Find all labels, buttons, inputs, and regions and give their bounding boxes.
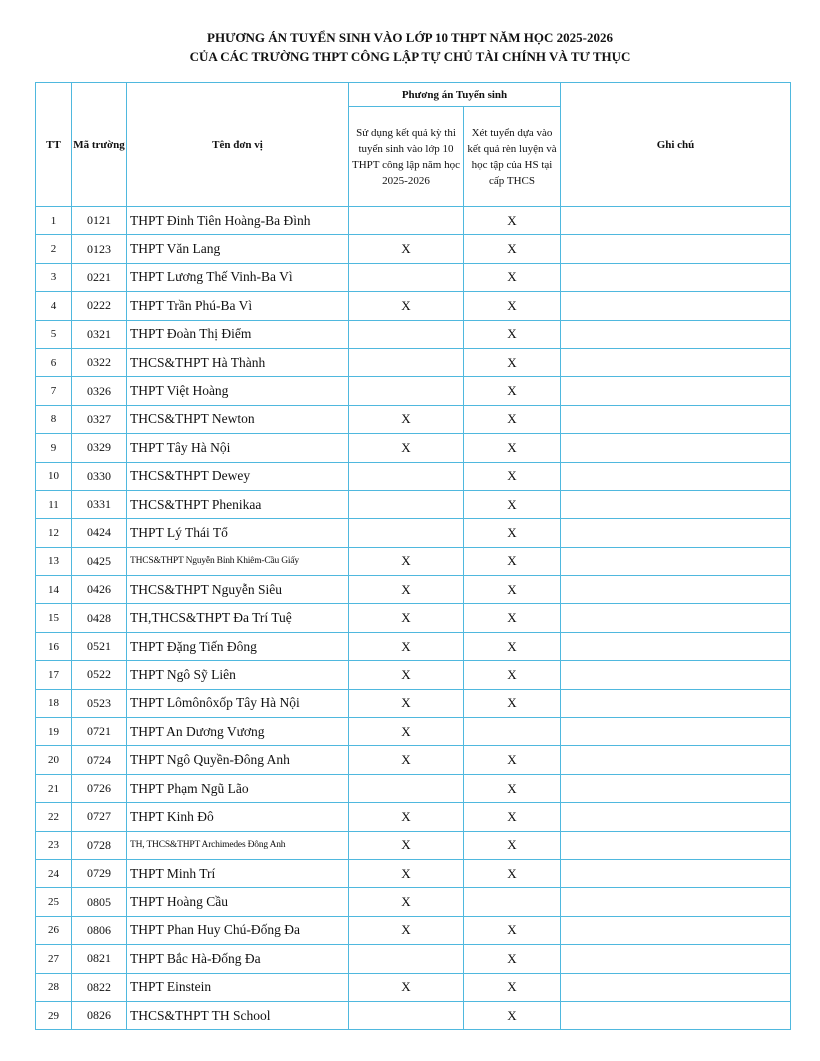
row-ma-truong: 0805 (72, 888, 127, 916)
row-ket-qua-thi (349, 462, 464, 490)
row-tt: 27 (36, 945, 72, 973)
table-row (36, 547, 791, 575)
row-ten-don-vi: THPT Bắc Hà-Đống Đa (127, 945, 349, 973)
row-ma-truong: 0729 (72, 859, 127, 887)
row-xet-tuyen: X (464, 1001, 561, 1029)
row-ma-truong: 0327 (72, 405, 127, 433)
row-ket-qua-thi: X (349, 576, 464, 604)
row-ma-truong: 0726 (72, 774, 127, 802)
row-ten-don-vi: THPT Tây Hà Nội (127, 434, 349, 462)
row-ghi-chu (561, 320, 791, 348)
admission-table (35, 82, 791, 1030)
row-tt: 25 (36, 888, 72, 916)
row-ghi-chu (561, 888, 791, 916)
row-xet-tuyen: X (464, 604, 561, 632)
table-row (36, 320, 791, 348)
row-ma-truong: 0221 (72, 263, 127, 291)
row-ma-truong: 0326 (72, 377, 127, 405)
table-row (36, 689, 791, 717)
row-ten-don-vi: THPT Hoàng Cầu (127, 888, 349, 916)
row-ma-truong: 0123 (72, 235, 127, 263)
row-ten-don-vi: TH,THCS&THPT Đa Trí Tuệ (127, 604, 349, 632)
header-phuong-an: Phương án Tuyển sinh (349, 83, 561, 107)
title-line-1: PHƯƠNG ÁN TUYỂN SINH VÀO LỚP 10 THPT NĂM HỌC 2025-2026 (207, 30, 613, 45)
row-ket-qua-thi (349, 207, 464, 235)
row-ghi-chu (561, 405, 791, 433)
row-xet-tuyen: X (464, 490, 561, 518)
row-tt: 24 (36, 859, 72, 887)
row-ten-don-vi: THCS&THPT Dewey (127, 462, 349, 490)
row-tt: 12 (36, 519, 72, 547)
row-ma-truong: 0322 (72, 348, 127, 376)
row-ghi-chu (561, 576, 791, 604)
row-ghi-chu (561, 1001, 791, 1029)
row-ket-qua-thi (349, 377, 464, 405)
row-ten-don-vi: THPT Ngô Quyền-Đông Anh (127, 746, 349, 774)
row-ten-don-vi: THPT Trần Phú-Ba Vì (127, 292, 349, 320)
row-ghi-chu (561, 746, 791, 774)
row-ket-qua-thi: X (349, 604, 464, 632)
row-ket-qua-thi (349, 1001, 464, 1029)
row-xet-tuyen: X (464, 632, 561, 660)
row-ten-don-vi: THPT Ngô Sỹ Liên (127, 661, 349, 689)
row-xet-tuyen: X (464, 348, 561, 376)
row-xet-tuyen: X (464, 774, 561, 802)
table-row (36, 831, 791, 859)
row-ghi-chu (561, 945, 791, 973)
row-ten-don-vi: TH, THCS&THPT Archimedes Đông Anh (127, 831, 349, 859)
row-ten-don-vi: THPT Phạm Ngũ Lão (127, 774, 349, 802)
row-ten-don-vi: THPT Lý Thái Tổ (127, 519, 349, 547)
row-tt: 8 (36, 405, 72, 433)
row-ket-qua-thi: X (349, 803, 464, 831)
row-ghi-chu (561, 519, 791, 547)
row-ma-truong: 0727 (72, 803, 127, 831)
row-ghi-chu (561, 718, 791, 746)
row-ket-qua-thi: X (349, 661, 464, 689)
row-ma-truong: 0822 (72, 973, 127, 1001)
row-ten-don-vi: THPT Kinh Đô (127, 803, 349, 831)
row-ghi-chu (561, 604, 791, 632)
row-xet-tuyen: X (464, 803, 561, 831)
row-tt: 18 (36, 689, 72, 717)
table-row (36, 803, 791, 831)
row-ghi-chu (561, 689, 791, 717)
row-ten-don-vi: THPT Văn Lang (127, 235, 349, 263)
header-ket-qua-thi: Sử dụng kết quả kỳ thi tuyển sinh vào lớp 10 THPT công lập năm học 2025-2026 (349, 107, 464, 207)
table-row (36, 916, 791, 944)
table-row (36, 774, 791, 802)
row-ket-qua-thi (349, 774, 464, 802)
row-xet-tuyen: X (464, 547, 561, 575)
row-ket-qua-thi: X (349, 632, 464, 660)
row-ghi-chu (561, 434, 791, 462)
row-ghi-chu (561, 859, 791, 887)
row-ma-truong: 0521 (72, 632, 127, 660)
row-tt: 28 (36, 973, 72, 1001)
row-ma-truong: 0724 (72, 746, 127, 774)
row-tt: 7 (36, 377, 72, 405)
table-row (36, 718, 791, 746)
row-tt: 13 (36, 547, 72, 575)
table-row (36, 348, 791, 376)
row-ket-qua-thi: X (349, 831, 464, 859)
row-ten-don-vi: THPT Đinh Tiên Hoàng-Ba Đình (127, 207, 349, 235)
row-xet-tuyen (464, 718, 561, 746)
table-row (36, 263, 791, 291)
row-tt: 20 (36, 746, 72, 774)
row-tt: 11 (36, 490, 72, 518)
row-ghi-chu (561, 661, 791, 689)
row-tt: 9 (36, 434, 72, 462)
row-xet-tuyen (464, 888, 561, 916)
row-ket-qua-thi (349, 945, 464, 973)
row-ket-qua-thi: X (349, 405, 464, 433)
row-ma-truong: 0424 (72, 519, 127, 547)
row-ghi-chu (561, 235, 791, 263)
row-xet-tuyen: X (464, 831, 561, 859)
row-ma-truong: 0426 (72, 576, 127, 604)
row-ket-qua-thi (349, 348, 464, 376)
row-ket-qua-thi: X (349, 292, 464, 320)
table-row (36, 576, 791, 604)
row-xet-tuyen: X (464, 916, 561, 944)
row-ma-truong: 0330 (72, 462, 127, 490)
row-xet-tuyen: X (464, 859, 561, 887)
row-ket-qua-thi: X (349, 434, 464, 462)
row-ten-don-vi: THCS&THPT Phenikaa (127, 490, 349, 518)
row-ghi-chu (561, 547, 791, 575)
row-ma-truong: 0523 (72, 689, 127, 717)
row-ten-don-vi: THPT Lương Thế Vinh-Ba Vì (127, 263, 349, 291)
row-tt: 19 (36, 718, 72, 746)
row-ma-truong: 0522 (72, 661, 127, 689)
table-row (36, 661, 791, 689)
row-ma-truong: 0721 (72, 718, 127, 746)
row-ket-qua-thi: X (349, 746, 464, 774)
document-title (0, 28, 820, 66)
row-ten-don-vi: THPT Phan Huy Chú-Đống Đa (127, 916, 349, 944)
row-ten-don-vi: THPT Việt Hoàng (127, 377, 349, 405)
table-row (36, 207, 791, 235)
table-row (36, 1001, 791, 1029)
row-ket-qua-thi: X (349, 235, 464, 263)
table-row (36, 377, 791, 405)
row-ket-qua-thi: X (349, 718, 464, 746)
row-ma-truong: 0321 (72, 320, 127, 348)
row-tt: 26 (36, 916, 72, 944)
row-ket-qua-thi: X (349, 973, 464, 1001)
row-ket-qua-thi: X (349, 689, 464, 717)
row-xet-tuyen: X (464, 377, 561, 405)
table-row (36, 604, 791, 632)
table-row (36, 434, 791, 462)
row-ghi-chu (561, 207, 791, 235)
row-ghi-chu (561, 916, 791, 944)
row-ghi-chu (561, 490, 791, 518)
row-ten-don-vi: THCS&THPT Nguyễn Siêu (127, 576, 349, 604)
header-ten-don-vi: Tên đơn vị (127, 83, 349, 207)
row-xet-tuyen: X (464, 689, 561, 717)
row-ten-don-vi: THPT Minh Trí (127, 859, 349, 887)
row-tt: 3 (36, 263, 72, 291)
row-tt: 17 (36, 661, 72, 689)
title-line-2: CỦA CÁC TRƯỜNG THPT CÔNG LẬP TỰ CHỦ TÀI CHÍNH VÀ TƯ THỤC (189, 49, 631, 64)
row-tt: 10 (36, 462, 72, 490)
row-ten-don-vi: THCS&THPT Nguyễn Bỉnh Khiêm-Cầu Giấy (127, 547, 349, 575)
row-ket-qua-thi: X (349, 859, 464, 887)
row-xet-tuyen: X (464, 661, 561, 689)
row-ghi-chu (561, 774, 791, 802)
row-ghi-chu (561, 348, 791, 376)
row-xet-tuyen: X (464, 263, 561, 291)
row-ma-truong: 0806 (72, 916, 127, 944)
row-xet-tuyen: X (464, 973, 561, 1001)
header-ghi-chu: Ghi chú (561, 83, 791, 207)
row-ghi-chu (561, 263, 791, 291)
row-ma-truong: 0222 (72, 292, 127, 320)
row-ket-qua-thi (349, 263, 464, 291)
table-row (36, 292, 791, 320)
table-row (36, 945, 791, 973)
table-body (36, 207, 791, 1030)
row-tt: 2 (36, 235, 72, 263)
row-xet-tuyen: X (464, 576, 561, 604)
table-row (36, 405, 791, 433)
row-tt: 22 (36, 803, 72, 831)
row-ket-qua-thi: X (349, 916, 464, 944)
row-ma-truong: 0728 (72, 831, 127, 859)
row-xet-tuyen: X (464, 405, 561, 433)
table-row (36, 888, 791, 916)
row-ket-qua-thi (349, 519, 464, 547)
row-ten-don-vi: THPT Đoàn Thị Điểm (127, 320, 349, 348)
row-ghi-chu (561, 803, 791, 831)
table-row (36, 519, 791, 547)
row-ket-qua-thi: X (349, 888, 464, 916)
row-ten-don-vi: THCS&THPT Newton (127, 405, 349, 433)
row-ma-truong: 0329 (72, 434, 127, 462)
row-ket-qua-thi (349, 320, 464, 348)
row-ten-don-vi: THPT Đặng Tiến Đông (127, 632, 349, 660)
table-row (36, 859, 791, 887)
table-row (36, 746, 791, 774)
header-xet-tuyen: Xét tuyển dựa vào kết quả rèn luyện và học tập của HS tại cấp THCS (464, 107, 561, 207)
row-tt: 14 (36, 576, 72, 604)
row-tt: 5 (36, 320, 72, 348)
row-xet-tuyen: X (464, 320, 561, 348)
row-ma-truong: 0425 (72, 547, 127, 575)
row-ghi-chu (561, 973, 791, 1001)
row-ket-qua-thi (349, 490, 464, 518)
table-row (36, 973, 791, 1001)
row-tt: 15 (36, 604, 72, 632)
row-ten-don-vi: THPT Einstein (127, 973, 349, 1001)
row-ten-don-vi: THCS&THPT Hà Thành (127, 348, 349, 376)
row-tt: 21 (36, 774, 72, 802)
row-ghi-chu (561, 292, 791, 320)
row-tt: 29 (36, 1001, 72, 1029)
row-ghi-chu (561, 831, 791, 859)
row-xet-tuyen: X (464, 746, 561, 774)
row-ma-truong: 0331 (72, 490, 127, 518)
row-ma-truong: 0428 (72, 604, 127, 632)
header-ma-truong: Mã trường (72, 83, 127, 207)
row-tt: 4 (36, 292, 72, 320)
row-ten-don-vi: THPT Lômônôxốp Tây Hà Nội (127, 689, 349, 717)
table-row (36, 632, 791, 660)
row-ma-truong: 0821 (72, 945, 127, 973)
row-xet-tuyen: X (464, 945, 561, 973)
row-ghi-chu (561, 632, 791, 660)
row-xet-tuyen: X (464, 207, 561, 235)
row-xet-tuyen: X (464, 519, 561, 547)
row-xet-tuyen: X (464, 434, 561, 462)
row-tt: 6 (36, 348, 72, 376)
table-row (36, 235, 791, 263)
header-tt: TT (36, 83, 72, 207)
row-ghi-chu (561, 377, 791, 405)
row-xet-tuyen: X (464, 462, 561, 490)
row-tt: 1 (36, 207, 72, 235)
row-ma-truong: 0826 (72, 1001, 127, 1029)
row-tt: 23 (36, 831, 72, 859)
row-tt: 16 (36, 632, 72, 660)
row-ten-don-vi: THPT An Dương Vương (127, 718, 349, 746)
table-row (36, 490, 791, 518)
row-ma-truong: 0121 (72, 207, 127, 235)
row-ten-don-vi: THCS&THPT TH School (127, 1001, 349, 1029)
row-xet-tuyen: X (464, 235, 561, 263)
row-ghi-chu (561, 462, 791, 490)
row-xet-tuyen: X (464, 292, 561, 320)
row-ket-qua-thi: X (349, 547, 464, 575)
table-row (36, 462, 791, 490)
